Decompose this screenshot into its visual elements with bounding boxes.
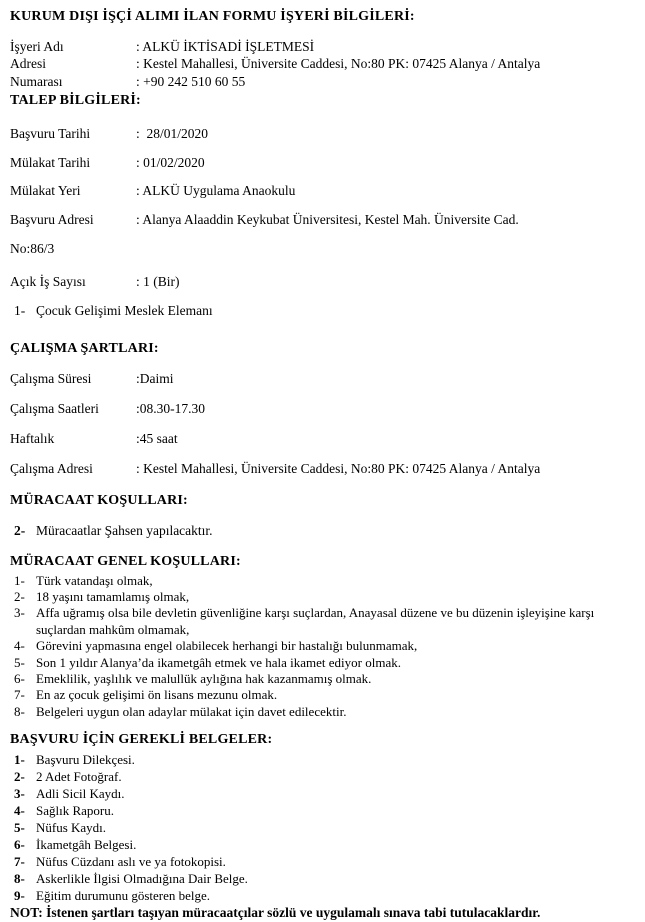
item-text: Türk vatandaşı olmak, — [36, 572, 153, 588]
item-number: 8- — [14, 703, 25, 719]
calisma-saatleri-value: :08.30-17.30 — [136, 401, 205, 417]
mulakat-tarihi-value: : 01/02/2020 — [136, 154, 205, 170]
field-row-numarasi — [10, 74, 615, 91]
item-number: 4- — [14, 638, 25, 654]
adresi-value: : Kestel Mahallesi, Üniversite Caddesi, No:80 PK: 07425 Alanya / Antalya — [136, 56, 541, 72]
field-row-calisma-suresi — [10, 371, 615, 388]
item-text: Sağlık Raporu. — [36, 802, 114, 818]
genel-kosullar-heading: MÜRACAAT GENEL KOŞULLARI: — [10, 554, 241, 570]
mulakat-tarihi-label: Mülakat Tarihi — [10, 154, 91, 170]
mulakat-yeri-value: : ALKÜ Uygulama Anaokulu — [136, 183, 296, 199]
section-gerekli-belgeler — [10, 731, 615, 904]
item-number: 2- — [14, 768, 25, 784]
item-number: 4- — [14, 802, 25, 818]
isyeri-adi-label: İşyeri Adı — [10, 38, 64, 54]
field-row-calisma-saatleri — [10, 401, 615, 418]
item-text: Belgeleri uygun olan adaylar mülakat için davet edilecektir. — [36, 703, 347, 719]
talep-heading: TALEP BİLGİLERİ: — [10, 93, 141, 109]
item-number: 7- — [14, 687, 25, 703]
item-text: Affa uğramış olsa bile devletin güvenliğine karşı suçlardan, Anayasal düzene ve bu düzenin işleyişine karşı suçlardan mahkûm olmamak, — [36, 605, 595, 637]
open-position-item — [10, 303, 615, 320]
belge-item-1 — [10, 751, 615, 768]
footer-note: NOT: İstenen şartları taşıyan müracaatçılar sözlü ve uygulamalı sınava tabi tutulacaklardır. — [10, 904, 541, 920]
position-item-text: Çocuk Gelişimi Meslek Elemanı — [36, 302, 213, 318]
calisma-adresi-value: : Kestel Mahallesi, Üniversite Caddesi, No:80 PK: 07425 Alanya / Antalya — [136, 460, 541, 476]
muracaat-item-text: Müracaatlar Şahsen yapılacaktır. — [36, 523, 213, 539]
section-muracaat-genel-kosullari — [10, 553, 615, 720]
field-row-basvuru-adresi — [10, 212, 615, 229]
item-number: 9- — [14, 887, 25, 903]
muracaat-item — [10, 523, 615, 540]
acik-is-sayisi-label: Açık İş Sayısı — [10, 274, 86, 289]
acik-is-sayisi-value: : 1 (Bir) — [136, 274, 180, 289]
item-number: 1- — [14, 572, 25, 588]
item-text: Başvuru Dilekçesi. — [36, 751, 135, 767]
muracaat-item-number: 2- — [14, 523, 26, 539]
item-number: 1- — [14, 751, 25, 767]
haftalik-value: :45 saat — [136, 431, 178, 446]
genel-kosul-item-5 — [10, 655, 615, 671]
calisma-saatleri-label: Çalışma Saatleri — [10, 401, 99, 417]
document-title: KURUM DIŞI İŞÇİ ALIMI İLAN FORMU İŞYERİ BİLGİLERİ: — [10, 9, 415, 24]
item-text: 2 Adet Fotoğraf. — [36, 768, 122, 784]
genel-kosul-item-6 — [10, 671, 615, 687]
belge-item-5 — [10, 819, 615, 836]
section-isyeri-bilgileri — [10, 39, 615, 92]
field-row-calisma-adresi — [10, 461, 615, 478]
field-row-acik-is-sayisi — [10, 274, 615, 291]
genel-kosul-item-1 — [10, 573, 615, 589]
item-text: Nüfus Cüzdanı aslı ve ya fotokopisi. — [36, 853, 226, 869]
item-text: İkametgâh Belgesi. — [36, 836, 137, 852]
numarasi-label: Numarası — [10, 74, 63, 90]
section-talep-bilgileri — [10, 92, 615, 320]
field-row-mulakat-yeri — [10, 183, 615, 200]
genel-kosul-item-3 — [10, 605, 615, 638]
item-number: 5- — [14, 819, 25, 835]
section-calisma-sartlari — [10, 340, 615, 478]
item-text: Emeklilik, yaşlılık ve malullük aylığına hak kazanmamış olmak. — [36, 671, 372, 687]
calisma-suresi-value: :Daimi — [136, 371, 174, 387]
item-text: Nüfus Kaydı. — [36, 819, 107, 835]
field-row-mulakat-tarihi — [10, 155, 615, 172]
calisma-adresi-label: Çalışma Adresi — [10, 460, 93, 476]
numarasi-value: : +90 242 510 60 55 — [136, 74, 246, 90]
field-row-haftalik — [10, 431, 615, 448]
belge-item-2 — [10, 768, 615, 785]
mulakat-yeri-label: Mülakat Yeri — [10, 183, 81, 199]
belge-item-3 — [10, 785, 615, 802]
belge-item-9 — [10, 887, 615, 904]
genel-kosul-item-4 — [10, 638, 615, 654]
basvuru-tarihi-label: Başvuru Tarihi — [10, 125, 91, 141]
basvuru-adresi-label: Başvuru Adresi — [10, 212, 94, 228]
item-text: Adli Sicil Kaydı. — [36, 785, 125, 801]
item-number: 6- — [14, 836, 25, 852]
position-item-number: 1- — [14, 302, 26, 318]
item-text: Görevini yapmasına engel olabilecek herhangi bir hastalığı bulunmamak, — [36, 638, 418, 654]
item-number: 8- — [14, 870, 25, 886]
calisma-suresi-label: Çalışma Süresi — [10, 371, 92, 387]
field-row-basvuru-tarihi — [10, 126, 615, 143]
adresi-label: Adresi — [10, 56, 46, 72]
item-text: Askerlikle İlgisi Olmadığına Dair Belge. — [36, 870, 248, 886]
calisma-heading: ÇALIŞMA ŞARTLARI: — [10, 340, 159, 356]
item-number: 3- — [14, 605, 25, 621]
basvuru-adresi-continuation: No:86/3 — [10, 241, 55, 257]
genel-kosul-item-7 — [10, 687, 615, 703]
item-text: 18 yaşını tamamlamış olmak, — [36, 589, 190, 605]
belge-item-7 — [10, 853, 615, 870]
item-number: 2- — [14, 589, 25, 605]
item-number: 6- — [14, 671, 25, 687]
section-muracaat-kosullari — [10, 492, 615, 540]
belgeler-heading: BAŞVURU İÇİN GEREKLİ BELGELER: — [10, 732, 273, 748]
field-row-isyeri-adi — [10, 39, 615, 56]
genel-kosul-item-2 — [10, 589, 615, 605]
field-row-adresi — [10, 56, 615, 73]
haftalik-label: Haftalık — [10, 431, 55, 446]
isyeri-adi-value: : ALKÜ İKTİSADİ İŞLETMESİ — [136, 38, 315, 54]
item-text: Eğitim durumunu gösteren belge. — [36, 887, 211, 903]
belge-item-4 — [10, 802, 615, 819]
basvuru-tarihi-value: : 28/01/2020 — [136, 125, 209, 141]
item-number: 3- — [14, 785, 25, 801]
item-number: 5- — [14, 654, 25, 670]
basvuru-adresi-value: : Alanya Alaaddin Keykubat Üniversitesi, Kestel Mah. Üniversite Cad. — [136, 212, 519, 228]
item-number: 7- — [14, 853, 25, 869]
genel-kosul-item-8 — [10, 704, 615, 720]
item-text: En az çocuk gelişimi ön lisans mezunu olmak. — [36, 687, 278, 703]
belge-item-8 — [10, 870, 615, 887]
item-text: Son 1 yıldır Alanya’da ikametgâh etmek ve hala ikamet ediyor olmak. — [36, 654, 401, 670]
muracaat-heading: MÜRACAAT KOŞULLARI: — [10, 492, 188, 508]
belge-item-6 — [10, 836, 615, 853]
